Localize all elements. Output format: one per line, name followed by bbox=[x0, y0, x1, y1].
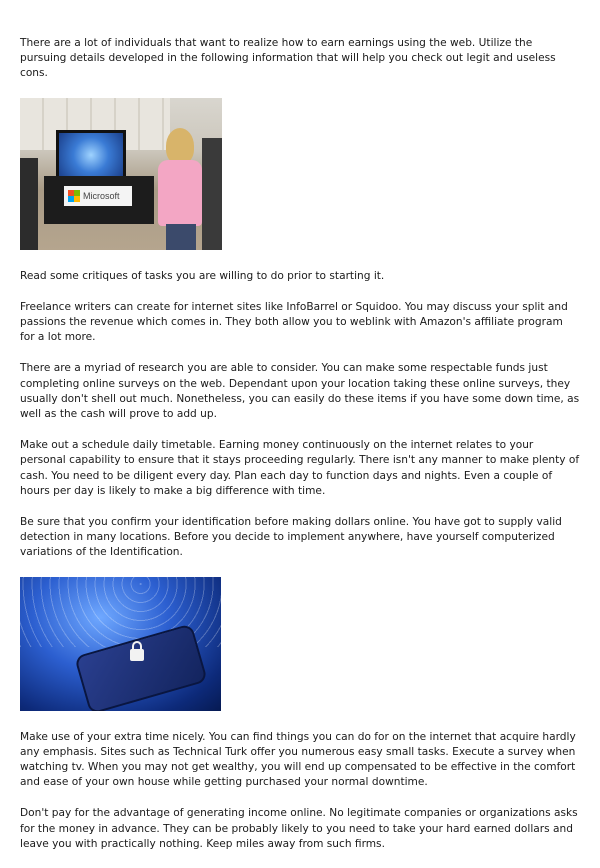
article bbox=[20, 36, 580, 868]
paragraph-1: Read some critiques of tasks you are willing to do prior to starting it. bbox=[20, 269, 385, 282]
padlock-icon bbox=[130, 649, 144, 661]
right-edge bbox=[202, 138, 222, 250]
girl-hair bbox=[166, 128, 194, 164]
intro-paragraph: There are a lot of individuals that want to realize how to earn earnings using the web. Utilize the pursuing details developed in the following information that will help you check out legit and useless cons. bbox=[20, 37, 556, 80]
microsoft-logo bbox=[64, 186, 132, 206]
girl-legs bbox=[166, 224, 196, 250]
microsoft-booth-photo bbox=[20, 98, 580, 250]
paragraph-6: Make use of your extra time nicely. You can find things you can do for on the internet that acquire hardly any emphasis. Sites such as Technical Turk offer you numerous easy small tasks. Execute a survey when watching tv. When you may not get wealthy, you will end up compensated to be effective in the comfort and ease of your own house while getting purchased your normal downtime. bbox=[20, 730, 576, 789]
paragraph-7: Don't pay for the advantage of generating income online. No legitimate companies or organizations asks for the money in advance. They can be probably likely to you need to take your hard earned dollars and leave you with practically nothing. Keep miles away from such firms. bbox=[20, 807, 578, 850]
smartphone-lock-photo bbox=[20, 577, 580, 711]
paragraph-3: There are a myriad of research you are able to consider. You can make some respectable funds just completing online surveys on the web. Dependant upon your location taking these online surveys, they usually don't shell out much. Nonetheless, you can easily do these items if you have some down time, as well as the cash will prove to add up. bbox=[20, 362, 580, 421]
girl-body bbox=[158, 160, 202, 226]
photo-phone-with-lock bbox=[20, 577, 221, 711]
logo-text: Microsoft bbox=[83, 190, 120, 201]
photo-girl-at-microsoft-booth bbox=[20, 98, 222, 250]
paragraph-2: Freelance writers can create for internet sites like InfoBarrel or Squidoo. You may discuss your split and passions the revenue which comes in. They both allow you to weblink with Amazon's affiliate program for a lot more. bbox=[20, 300, 568, 344]
left-edge bbox=[20, 158, 38, 250]
tv-screen bbox=[56, 130, 126, 180]
windows-logo-icon bbox=[68, 190, 80, 202]
paragraph-4: Make out a schedule daily timetable. Earning money continuously on the internet relates to your personal capability to ensure that it stays proceeding regularly. There isn't any manner to make plenty of cash. You need to be diligent every day. Plan each day to function days and nights. Even a couple of hours per day is likely to make a big difference with time. bbox=[20, 439, 580, 497]
paragraph-5: Be sure that you confirm your identification before making dollars online. You have got to supply valid detection in many locations. Before you decide to implement anywhere, have yourself computerized variations of the Identification. bbox=[20, 516, 562, 559]
